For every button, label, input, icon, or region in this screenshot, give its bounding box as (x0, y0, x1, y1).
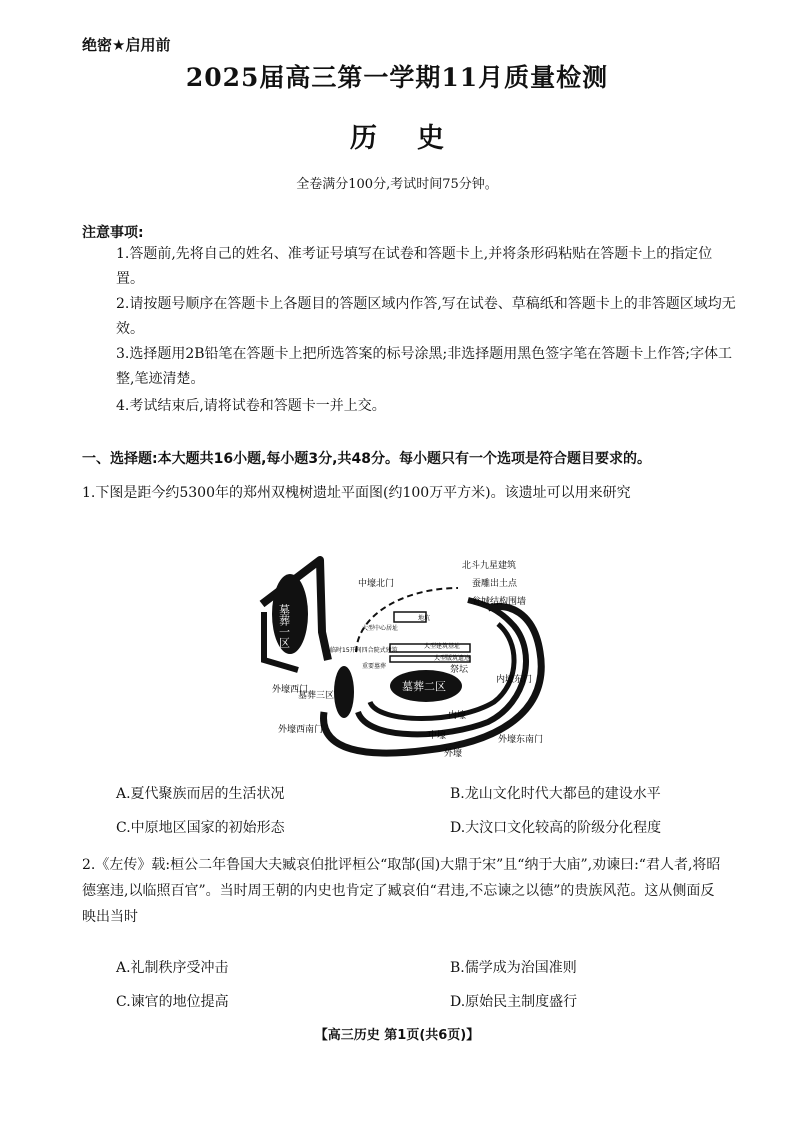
exam-title: 2025届高三第一学期11月质量检测 (185, 63, 609, 92)
full-score-note: 全卷满分100分,考试时间75分钟。 (296, 177, 498, 192)
fig-label-inner-moat: 内壕 (448, 711, 467, 721)
question-2-option-d: D.原始民主制度盛行 (450, 994, 578, 1010)
notes-heading: 注意事项: (82, 225, 144, 241)
fig-label-mid-north-gate: 中壕北门 (358, 579, 395, 589)
fig-label-inner-east-gate: 内壕东门 (496, 675, 533, 685)
question-1-option-a: A.夏代聚族而居的生活状况 (116, 786, 285, 802)
fig-label-mid-moat: 中壕 (428, 731, 447, 741)
inner-moat-line (370, 624, 514, 719)
fig-label-burial3: 墓葬三区 (298, 691, 335, 701)
fig-label-well: 地坑 (418, 615, 431, 622)
fig-label-outer-moat: 外壕 (444, 749, 463, 759)
question-2-stem: 2.《左传》载:桓公二年鲁国大夫臧哀伯批评桓公“取郜(国)大鼎于宋”且“纳于大庙”,劝谏曰:“君人者,将昭德塞违,以临照百官”。当时周王朝的内史也肯定了臧哀伯“君违,不忘谏之以德”的贵族风范。这从侧面反映出当时 (82, 857, 721, 925)
fig-label-tombs: 重要墓葬 (362, 663, 387, 670)
page-footer: 【高三历史 第1页(共6页)】 (314, 1028, 480, 1043)
note-item: 4.考试结束后,请将试卷和答题卡一并上交。 (116, 398, 386, 414)
fig-label-building2: 大型版筑遗迹 (434, 655, 471, 662)
fig-label-outer-west-gate: 外壕西门 (272, 685, 309, 695)
section-title: 一、选择题:本大题共16小题,每小题3分,共48分。每小题只有一个选项是符合题目要求的。 (82, 451, 651, 467)
fig-label-burial2: 墓葬二区 (402, 680, 446, 693)
secret-mark: 绝密★启用前 (82, 36, 171, 54)
fig-label-burial1: 墓葬一区 (277, 604, 291, 648)
fig-label-silkworm: 蚕雕出土点 (472, 579, 518, 589)
fig-label-central-site: 大型中心居址 (362, 625, 399, 632)
question-1-option-b: B.龙山文化时代大都邑的建设水平 (450, 786, 661, 802)
note-item: 3.选择题用2B铅笔在答题卡上把所选答案的标号涂黑;非选择题用黑色签字笔在答题卡上作答;字体工整,笔迹清楚。 (116, 346, 732, 387)
fig-label-courtyard: 临时15开间四合院式建筑 (330, 647, 398, 654)
fig-label-beidou: 北斗九星建筑 (462, 561, 517, 571)
fig-label-wall: 瓮城结构围墙 (472, 597, 527, 607)
fig-label-outer-se-gate: 外壕东南门 (498, 735, 544, 745)
burial3-shape (334, 666, 354, 718)
question-2-option-a: A.礼制秩序受冲击 (116, 960, 229, 976)
question-1-option-c: C.中原地区国家的初始形态 (116, 820, 285, 836)
question-1-stem: 1.下图是距今约5300年的郑州双槐树遗址平面图(约100万平方米)。该遗址可以用来研究 (82, 485, 631, 501)
question-1-option-d: D.大汶口文化较高的阶级分化程度 (450, 820, 662, 836)
fig-label-big-building: 大型建筑基址 (424, 643, 461, 650)
note-item: 1.答题前,先将自己的姓名、准考证号填写在试卷和答题卡上,并将条形码粘贴在答题卡上的指定位置。 (116, 246, 713, 287)
subject-title: 历史 (350, 123, 484, 154)
question-2-option-b: B.儒学成为治国准则 (450, 960, 577, 976)
fig-label-altar: 祭坛 (450, 665, 469, 675)
fig-label-outer-sw-gate: 外壕西南门 (278, 725, 324, 735)
question-2-option-c: C.谏官的地位提高 (116, 994, 229, 1010)
site-plan-figure (258, 552, 558, 770)
note-item: 2.请按题号顺序在答题卡上各题目的答题区域内作答,写在试卷、草稿纸和答题卡上的非答题区域均无效。 (116, 296, 736, 337)
